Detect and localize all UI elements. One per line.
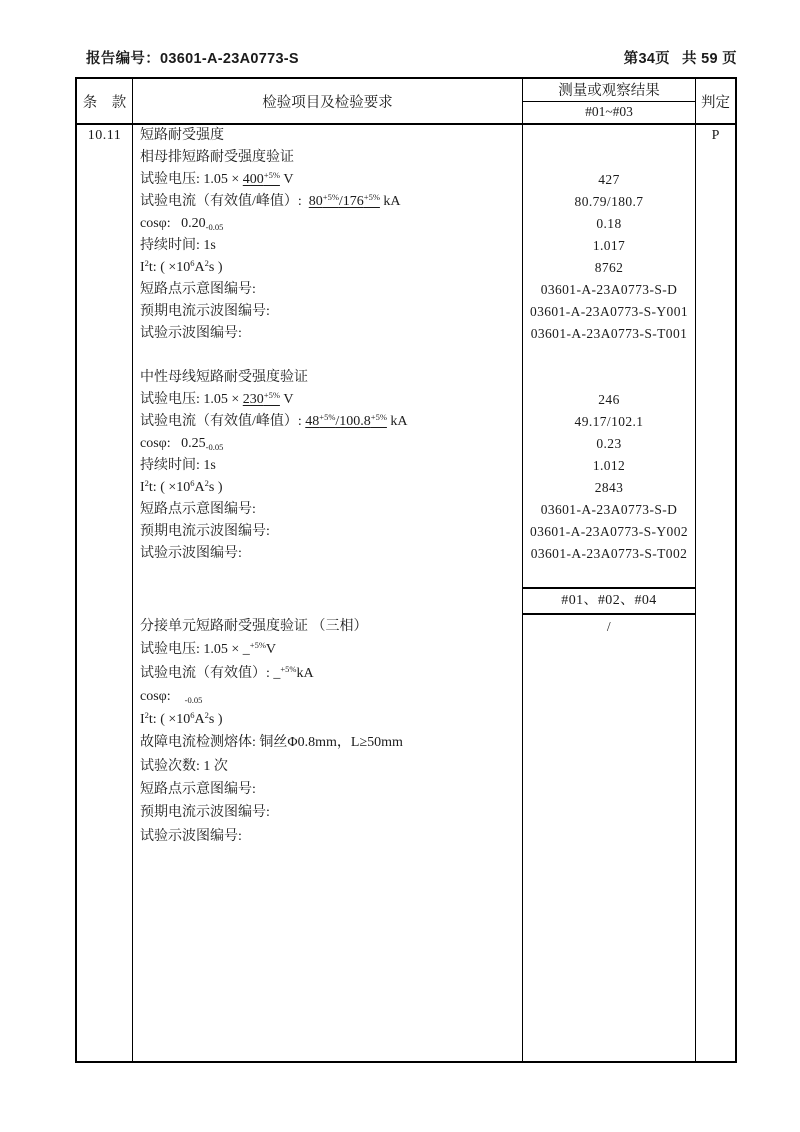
clause-cell: 10.11 bbox=[77, 125, 133, 147]
result-cell: 80.79/180.7 bbox=[523, 191, 696, 213]
verdict-cell bbox=[696, 433, 735, 455]
table-row bbox=[77, 125, 735, 147]
result-cell: 427 bbox=[523, 169, 696, 191]
table-row bbox=[77, 638, 735, 661]
result-cell bbox=[523, 731, 696, 754]
verdict-cell bbox=[696, 778, 735, 801]
clause-cell bbox=[77, 213, 133, 235]
table-row bbox=[77, 615, 735, 638]
item-cell: cosφ: $0.20_{-0.05}$ bbox=[133, 213, 523, 235]
item-cell: 预期电流示波图编号: bbox=[133, 301, 523, 323]
header-result bbox=[523, 79, 696, 123]
result-cell: 246 bbox=[523, 389, 696, 411]
item-cell: 试验电压: $1.05 \times 230^{+5\%}$ V bbox=[133, 389, 523, 411]
verdict-cell bbox=[696, 662, 735, 685]
result-cell bbox=[523, 367, 696, 389]
clause-cell bbox=[77, 587, 133, 615]
verdict-cell bbox=[696, 543, 735, 565]
result-cell bbox=[523, 662, 696, 685]
clause-cell bbox=[77, 708, 133, 731]
verdict-cell bbox=[696, 169, 735, 191]
verdict-cell bbox=[696, 213, 735, 235]
clause-cell bbox=[77, 147, 133, 169]
clause-cell bbox=[77, 235, 133, 257]
item-cell bbox=[133, 848, 523, 1061]
item-cell: 分接单元短路耐受强度验证 （三相） bbox=[133, 615, 523, 638]
item-cell bbox=[133, 345, 523, 367]
clause-cell bbox=[77, 543, 133, 565]
table-row bbox=[77, 685, 735, 708]
table-row bbox=[77, 499, 735, 521]
clause-cell bbox=[77, 433, 133, 455]
table-row bbox=[77, 708, 735, 731]
item-cell: 短路点示意图编号: bbox=[133, 778, 523, 801]
verdict-cell bbox=[696, 755, 735, 778]
item-cell: cosφ: $_{-0.05}$ bbox=[133, 685, 523, 708]
result-cell: / bbox=[523, 615, 696, 638]
clause-cell bbox=[77, 778, 133, 801]
item-cell: $I^2t$: ( $\times 10^6A^2s$ ) bbox=[133, 477, 523, 499]
clause-cell bbox=[77, 389, 133, 411]
table-row bbox=[77, 279, 735, 301]
table-row bbox=[77, 235, 735, 257]
verdict-cell bbox=[696, 825, 735, 848]
item-cell: 试验电流（有效值）: _$^{+5\%}$kA bbox=[133, 662, 523, 685]
verdict-cell bbox=[696, 367, 735, 389]
result-cell bbox=[523, 801, 696, 824]
clause-cell bbox=[77, 477, 133, 499]
result-cell bbox=[523, 125, 696, 147]
clause-cell bbox=[77, 411, 133, 433]
clause-cell bbox=[77, 499, 133, 521]
clause-cell bbox=[77, 323, 133, 345]
header-result-title: 测量或观察结果 bbox=[523, 79, 695, 102]
item-cell: 试验电流（有效值/峰值）: $48^{+5\%}/100.8^{+5\%}$ kA bbox=[133, 411, 523, 433]
header-result-samples: #01~#03 bbox=[585, 104, 633, 120]
item-cell: 预期电流示波图编号: bbox=[133, 521, 523, 543]
verdict-cell bbox=[696, 848, 735, 1061]
result-cell: #01、#02、#04 bbox=[523, 587, 696, 615]
verdict-cell bbox=[696, 235, 735, 257]
result-cell: 1.012 bbox=[523, 455, 696, 477]
inspection-table bbox=[75, 77, 737, 1063]
item-cell: 短路耐受强度 bbox=[133, 125, 523, 147]
clause-cell bbox=[77, 615, 133, 638]
item-cell: 持续时间: 1s bbox=[133, 235, 523, 257]
item-cell: 试验电压: $1.05 \times 400^{+5\%}$ V bbox=[133, 169, 523, 191]
item-cell: 试验电压: 1.05 × _$^{+5\%}$V bbox=[133, 638, 523, 661]
table-row bbox=[77, 433, 735, 455]
verdict-cell bbox=[696, 685, 735, 708]
item-cell bbox=[133, 565, 523, 587]
result-cell bbox=[523, 638, 696, 661]
table-row bbox=[77, 565, 735, 587]
header-clause: 条 款 bbox=[77, 79, 133, 123]
result-cell bbox=[523, 848, 696, 1061]
item-cell: 短路点示意图编号: bbox=[133, 499, 523, 521]
clause-cell bbox=[77, 848, 133, 1061]
verdict-cell bbox=[696, 477, 735, 499]
item-cell: 试验示波图编号: bbox=[133, 323, 523, 345]
result-cell bbox=[523, 708, 696, 731]
result-cell bbox=[523, 755, 696, 778]
table-row bbox=[77, 543, 735, 565]
verdict-cell bbox=[696, 147, 735, 169]
total-pages: 共 59 页 bbox=[682, 51, 737, 67]
page-number: 第34页 bbox=[623, 51, 670, 67]
item-cell: 试验示波图编号: bbox=[133, 825, 523, 848]
verdict-cell bbox=[696, 521, 735, 543]
result-cell: 2843 bbox=[523, 477, 696, 499]
header-verdict: 判定 bbox=[701, 94, 730, 111]
clause-cell bbox=[77, 301, 133, 323]
verdict-cell bbox=[696, 323, 735, 345]
clause-cell bbox=[77, 731, 133, 754]
verdict-cell bbox=[696, 587, 735, 615]
item-cell: 短路点示意图编号: bbox=[133, 279, 523, 301]
clause-cell bbox=[77, 801, 133, 824]
table-header-row bbox=[77, 79, 735, 125]
verdict-cell bbox=[696, 455, 735, 477]
item-cell: 试验电流（有效值/峰值）: $80^{+5\%}/176^{+5\%}$ kA bbox=[133, 191, 523, 213]
result-cell bbox=[523, 565, 696, 587]
report-number-value: 03601-A-23A0773-S bbox=[160, 51, 299, 67]
result-cell bbox=[523, 147, 696, 169]
clause-cell bbox=[77, 565, 133, 587]
table-body bbox=[77, 125, 735, 1061]
item-cell: 持续时间: 1s bbox=[133, 455, 523, 477]
result-cell bbox=[523, 685, 696, 708]
table-row bbox=[77, 345, 735, 367]
table-row bbox=[77, 191, 735, 213]
item-cell: 中性母线短路耐受强度验证 bbox=[133, 367, 523, 389]
verdict-cell: P bbox=[711, 128, 720, 143]
table-row bbox=[77, 389, 735, 411]
page-header bbox=[86, 47, 737, 68]
item-cell: 预期电流示波图编号: bbox=[133, 801, 523, 824]
result-cell: 49.17/102.1 bbox=[523, 411, 696, 433]
table-row bbox=[77, 477, 735, 499]
verdict-cell bbox=[696, 565, 735, 587]
item-cell: $I^2t$: ( $\times 10^6A^2s$ ) bbox=[133, 257, 523, 279]
clause-cell bbox=[77, 279, 133, 301]
item-cell: cosφ: $0.25_{-0.05}$ bbox=[133, 433, 523, 455]
table-row bbox=[77, 147, 735, 169]
item-cell: 试验次数: 1 次 bbox=[133, 755, 523, 778]
report-number-label: 报告编号： bbox=[86, 51, 160, 67]
item-cell: 试验示波图编号: bbox=[133, 543, 523, 565]
table-row bbox=[77, 587, 735, 615]
report-number bbox=[86, 47, 299, 68]
clause-cell bbox=[77, 345, 133, 367]
verdict-cell bbox=[696, 638, 735, 661]
result-cell bbox=[523, 345, 696, 367]
result-cell: 03601-A-23A0773-S-Y001 bbox=[523, 301, 696, 323]
table-row bbox=[77, 825, 735, 848]
result-cell: 03601-A-23A0773-S-D bbox=[523, 499, 696, 521]
table-row bbox=[77, 801, 735, 824]
verdict-cell bbox=[696, 345, 735, 367]
item-cell: 故障电流检测熔体: 铜丝Φ0.8mm，L≥50mm bbox=[133, 731, 523, 754]
verdict-cell bbox=[696, 301, 735, 323]
clause-cell bbox=[77, 825, 133, 848]
clause-cell bbox=[77, 191, 133, 213]
result-cell bbox=[523, 778, 696, 801]
verdict-cell bbox=[696, 411, 735, 433]
result-cell: 1.017 bbox=[523, 235, 696, 257]
clause-cell bbox=[77, 455, 133, 477]
table-row bbox=[77, 662, 735, 685]
verdict-cell bbox=[696, 257, 735, 279]
table-row bbox=[77, 455, 735, 477]
table-row bbox=[77, 257, 735, 279]
table-row bbox=[77, 213, 735, 235]
verdict-cell bbox=[696, 801, 735, 824]
table-row bbox=[77, 731, 735, 754]
table-row bbox=[77, 169, 735, 191]
clause-cell bbox=[77, 521, 133, 543]
result-cell: 0.18 bbox=[523, 213, 696, 235]
result-cell: 03601-A-23A0773-S-D bbox=[523, 279, 696, 301]
table-row bbox=[77, 411, 735, 433]
verdict-cell bbox=[696, 615, 735, 638]
table-row bbox=[77, 301, 735, 323]
page-indicator bbox=[612, 47, 737, 68]
verdict-cell bbox=[696, 191, 735, 213]
table-row bbox=[77, 755, 735, 778]
verdict-cell bbox=[696, 279, 735, 301]
item-cell: 相母排短路耐受强度验证 bbox=[133, 147, 523, 169]
clause-cell bbox=[77, 257, 133, 279]
item-cell bbox=[133, 587, 523, 615]
verdict-cell bbox=[696, 389, 735, 411]
clause-cell bbox=[77, 367, 133, 389]
header-inspection-item: 检验项目及检验要求 bbox=[133, 79, 523, 123]
result-cell: 03601-A-23A0773-S-Y002 bbox=[523, 521, 696, 543]
clause-cell bbox=[77, 662, 133, 685]
table-row bbox=[77, 367, 735, 389]
result-cell: 03601-A-23A0773-S-T002 bbox=[523, 543, 696, 565]
result-cell: 0.23 bbox=[523, 433, 696, 455]
verdict-cell bbox=[696, 731, 735, 754]
table-filler-row bbox=[77, 848, 735, 1061]
result-cell bbox=[523, 825, 696, 848]
clause-cell bbox=[77, 755, 133, 778]
verdict-cell bbox=[696, 708, 735, 731]
table-row bbox=[77, 323, 735, 345]
verdict-cell bbox=[696, 499, 735, 521]
clause-cell bbox=[77, 638, 133, 661]
clause-cell bbox=[77, 685, 133, 708]
table-row bbox=[77, 521, 735, 543]
table-row bbox=[77, 778, 735, 801]
result-cell: 03601-A-23A0773-S-T001 bbox=[523, 323, 696, 345]
item-cell: $I^2t$: ( $\times 10^6A^2s$ ) bbox=[133, 708, 523, 731]
result-cell: 8762 bbox=[523, 257, 696, 279]
clause-cell bbox=[77, 169, 133, 191]
